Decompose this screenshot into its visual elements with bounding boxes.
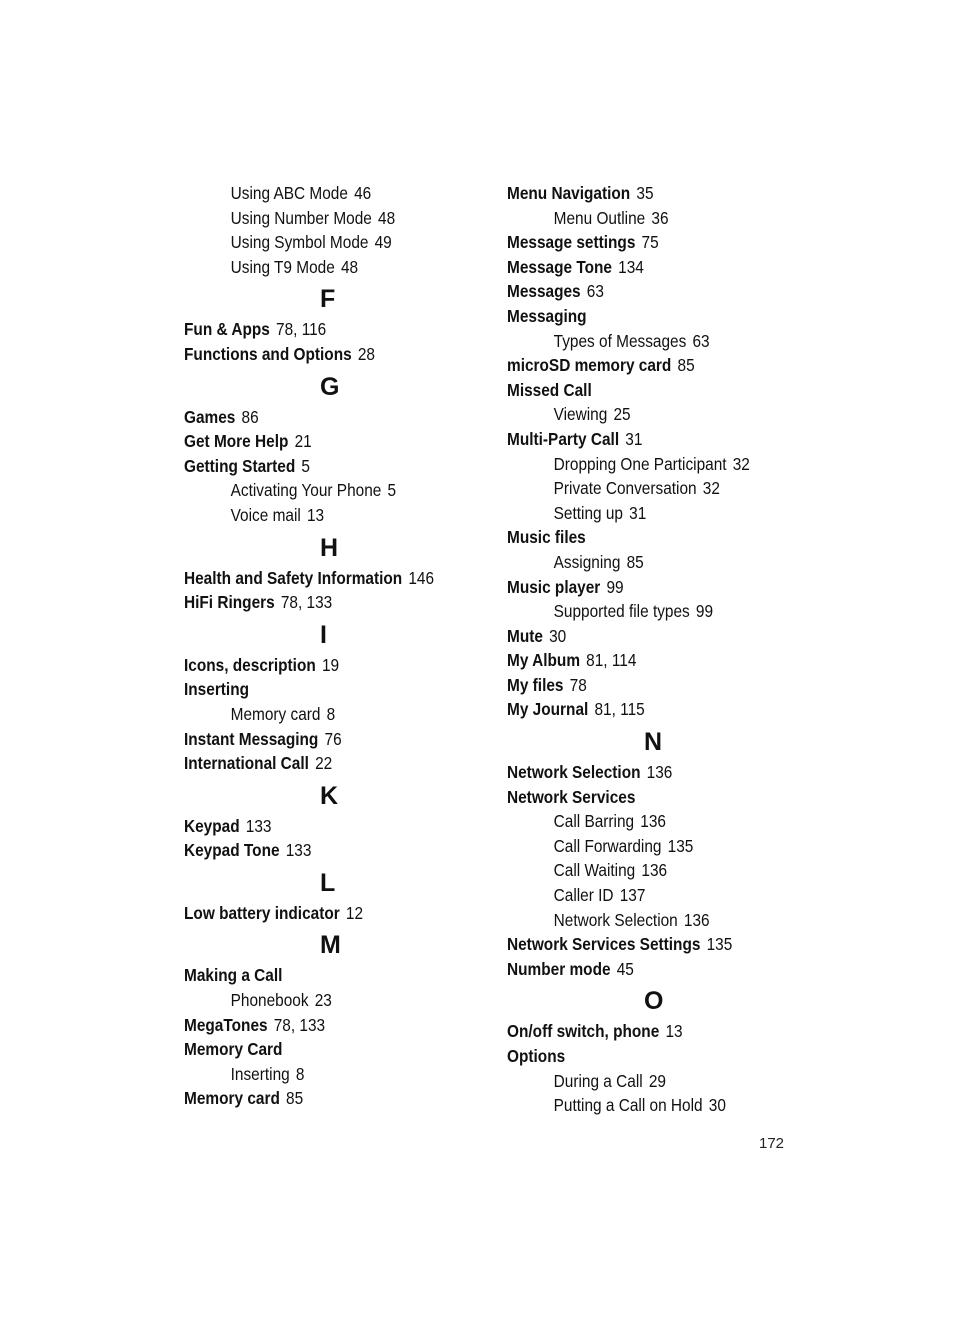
index-pages: 136 [646,762,673,783]
index-entry [184,963,448,988]
index-letter-heading: O [644,987,664,1016]
index-pages: 28 [357,343,375,364]
index-entry [184,342,448,367]
index-pages: 23 [314,990,332,1011]
index-entry [507,304,771,329]
index-pages: 99 [606,576,624,597]
index-term: Keypad [184,815,240,836]
index-entry [507,1019,771,1044]
index-term: Types of Messages [553,330,687,351]
index-pages: 49 [374,232,392,253]
index-pages: 146 [408,567,435,588]
index-entry [507,279,771,304]
index-subentry [507,476,771,501]
index-pages: 36 [651,207,669,228]
index-subentry [507,834,771,859]
index-entry [184,1037,448,1062]
index-pages: 85 [286,1088,304,1109]
index-entry [507,785,771,810]
index-entry [184,405,448,430]
index-term: Network Services Settings [507,934,701,955]
index-entry [507,673,771,698]
index-entry [184,1086,448,1111]
index-entry [184,901,448,926]
index-pages: 13 [665,1021,683,1042]
index-pages: 48 [340,256,359,277]
index-term: Menu Navigation [507,183,631,203]
index-pages: 5 [387,480,397,501]
index-term: During a Call [553,1070,643,1091]
index-pages: 31 [625,428,643,449]
index-entry [507,697,771,722]
index-entry [507,624,771,649]
index-column-right [507,181,807,1118]
index-subentry [507,599,771,624]
index-term: Call Barring [553,811,635,832]
index-pages: 48 [378,207,396,228]
index-term: Functions and Options [184,343,352,364]
index-term: Messaging [507,305,587,326]
index-pages: 134 [618,256,644,277]
index-entry [507,230,771,255]
index-entry [184,727,448,752]
index-term: Using ABC Mode [230,183,348,203]
index-pages: 13 [306,504,325,525]
index-term: Network Selection [507,762,641,783]
index-subentry [507,206,771,231]
index-pages: 8 [295,1063,305,1084]
index-pages: 25 [613,404,631,425]
index-subentry [184,503,448,528]
index-term: Number mode [507,958,611,979]
index-entry [507,760,771,785]
index-pages: 35 [636,183,654,203]
index-entry [507,932,771,957]
index-pages: 22 [315,753,333,774]
index-subentry [507,452,771,477]
index-subentry [507,1093,771,1118]
index-entry [507,427,771,452]
index-term: Making a Call [184,965,283,986]
index-subentry [184,206,448,231]
index-entry [507,957,771,982]
index-pages: 81, 115 [594,699,645,720]
index-pages: 136 [641,860,668,881]
index-term: Activating Your Phone [230,480,382,501]
index-subentry [184,1062,448,1087]
index-subentry [507,501,771,526]
index-pages: 85 [677,355,695,376]
index-letter-heading: K [320,781,339,810]
index-term: Putting a Call on Hold [553,1095,703,1116]
index-term: Call Waiting [553,860,636,881]
index-term: International Call [184,753,309,774]
index-pages: 136 [683,909,710,930]
index-pages: 12 [345,902,364,923]
index-letter-heading: H [320,533,339,562]
index-term: On/off switch, phone [507,1021,660,1042]
index-pages: 29 [648,1070,666,1091]
index-subentry [184,478,448,503]
index-letter-heading: M [320,931,341,960]
index-column-left [184,181,484,1111]
index-entry [184,566,448,591]
index-pages: 133 [285,840,312,861]
index-subentry [507,809,771,834]
index-pages: 5 [301,455,310,476]
index-subentry [507,858,771,883]
index-subentry [184,988,448,1013]
index-term: My Album [507,650,581,671]
page-number: 172 [759,1135,785,1152]
index-term: HiFi Ringers [184,592,275,613]
index-term: Using T9 Mode [230,256,335,277]
index-subentry [184,702,448,727]
index-letter-heading: L [320,868,336,897]
index-subentry [507,883,771,908]
index-term: Messages [507,281,581,302]
index-term: microSD memory card [507,355,672,376]
index-term: Mute [507,625,543,646]
index-letter-heading: N [644,728,663,757]
index-term: Menu Outline [553,207,646,228]
index-pages: 21 [294,431,312,452]
index-term: My Journal [507,699,589,720]
index-term: Missed Call [507,379,592,400]
index-letter-heading: I [320,620,327,649]
index-term: Inserting [184,679,250,700]
index-pages: 133 [245,815,272,836]
index-term: Message settings [507,232,636,253]
index-subentry [507,550,771,575]
index-entry [507,353,771,378]
index-term: Get More Help [184,431,289,452]
index-letter-heading: G [320,372,340,401]
index-entry [184,429,448,454]
index-term: Getting Started [184,455,296,476]
index-pages: 8 [326,703,336,724]
index-pages: 19 [321,654,340,675]
index-term: Games [184,406,236,427]
index-term: Voice mail [230,504,301,525]
index-term: My files [507,674,564,695]
index-entry [184,1013,448,1038]
index-pages: 135 [706,934,733,955]
index-pages: 46 [354,183,372,203]
index-subentry [184,230,448,255]
index-pages: 75 [641,232,659,253]
index-pages: 78, 133 [273,1014,326,1035]
index-pages: 81, 114 [586,650,637,671]
index-term: Supported file types [553,601,690,622]
index-term: Caller ID [553,885,614,906]
index-term: Memory card [184,1088,280,1109]
index-term: Health and Safety Information [184,567,403,588]
index-subentry [507,908,771,933]
index-term: Instant Messaging [184,728,319,749]
index-entry [184,677,448,702]
index-pages: 135 [667,835,694,856]
index-term: Multi-Party Call [507,428,620,449]
index-pages: 30 [708,1095,726,1116]
index-entry [507,525,771,550]
index-term: Using Number Mode [230,207,372,228]
index-term: Private Conversation [553,478,697,499]
index-pages: 136 [640,811,666,832]
index-term: Options [507,1046,566,1066]
index-subentry [184,255,448,280]
index-pages: 32 [702,478,720,499]
index-pages: 63 [586,281,604,302]
index-term: Music files [507,527,586,548]
index-entry [507,255,771,280]
index-pages: 137 [619,885,646,906]
index-term: Setting up [553,502,623,523]
index-subentry [507,402,771,427]
index-term: Keypad Tone [184,840,280,861]
index-entry [184,751,448,776]
index-entry [184,454,448,479]
index-term: Network Services [507,786,636,807]
index-pages: 78, 116 [276,319,327,340]
index-term: Phonebook [230,990,309,1011]
index-pages: 78, 133 [280,592,333,613]
index-term: Inserting [230,1063,290,1084]
index-pages: 63 [692,330,710,351]
index-entry [184,653,448,678]
index-term: Call Forwarding [553,835,662,856]
index-term: Memory Card [184,1039,283,1060]
index-pages: 31 [629,502,647,523]
index-letter-heading: F [320,285,336,314]
index-term: Network Selection [553,909,678,930]
index-entry [184,590,448,615]
index-subentry [184,181,448,206]
index-term: Viewing [553,404,608,425]
index-term: Dropping One Participant [553,453,727,474]
index-pages: 78 [569,674,587,695]
index-term: Fun & Apps [184,319,270,340]
index-pages: 86 [241,406,259,427]
index-subentry [507,329,771,354]
index-term: Using Symbol Mode [230,232,369,253]
index-pages: 45 [616,958,634,979]
index-entry [507,575,771,600]
index-term: Message Tone [507,256,612,277]
index-entry [507,181,771,206]
index-term: Icons, description [184,654,316,675]
index-entry [507,1044,771,1069]
index-term: Music player [507,576,601,597]
index-term: Assigning [553,551,621,572]
index-term: MegaTones [184,1014,268,1035]
index-subentry [507,1069,771,1094]
index-entry [184,814,448,839]
index-pages: 76 [324,728,342,749]
index-pages: 30 [549,625,567,646]
index-entry [184,317,448,342]
index-term: Memory card [230,703,321,724]
index-pages: 99 [695,601,714,622]
index-entry [507,378,771,403]
index-entry [507,648,771,673]
index-term: Low battery indicator [184,902,340,923]
index-pages: 32 [732,453,750,474]
index-entry [184,838,448,863]
index-pages: 85 [626,551,644,572]
